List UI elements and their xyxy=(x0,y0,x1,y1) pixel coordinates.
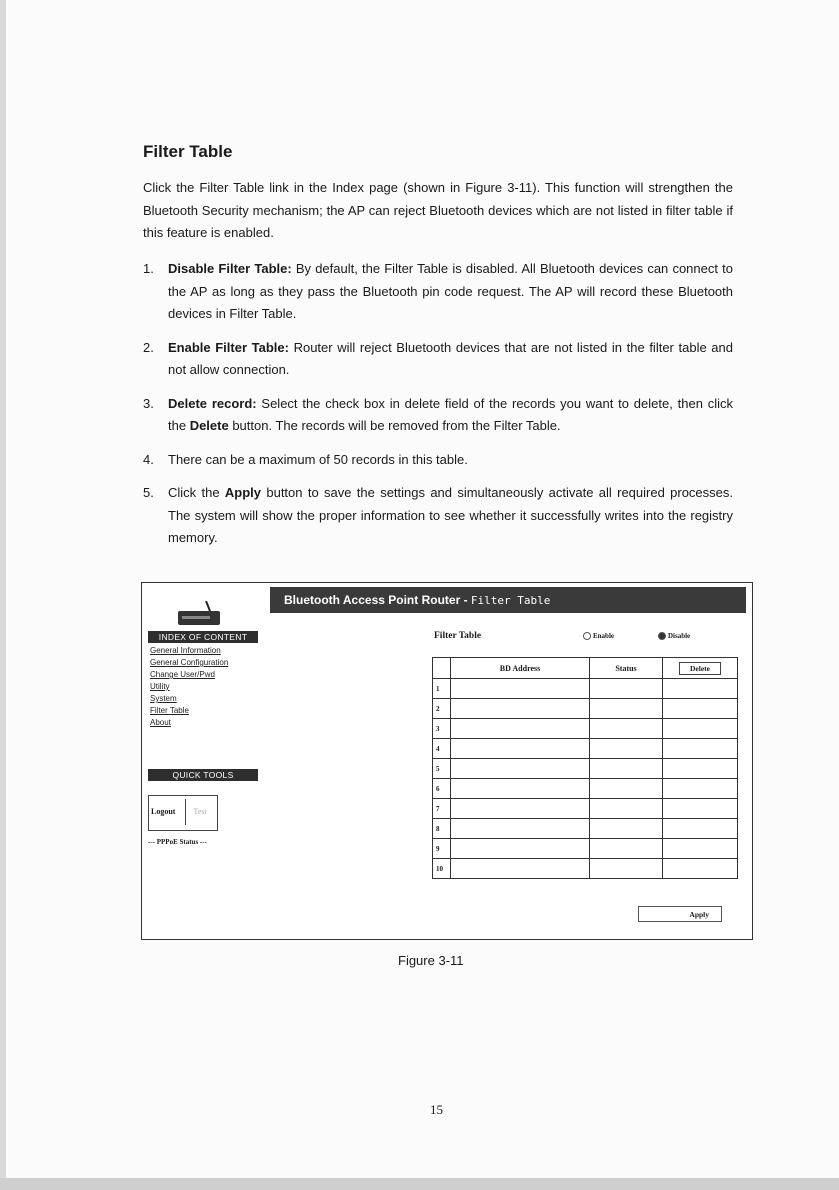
page-number: 15 xyxy=(430,1102,443,1117)
status-cell xyxy=(590,719,663,739)
intro-paragraph: Click the Filter Table link in the Index page (shown in Figure 3-11). This function will strengthen the Bluetooth Security mechanism; the AP can reject Bluetooth devices which are not listed in filter table if this feature is enabled. xyxy=(143,180,733,240)
header-page: Filter Table xyxy=(470,594,551,607)
step-number: 4. xyxy=(143,451,154,467)
row-number: 9 xyxy=(433,839,451,859)
row-number: 10 xyxy=(433,859,451,879)
step-number: 1. xyxy=(143,261,154,276)
nav-link-system[interactable]: System xyxy=(150,694,177,703)
step-term: Delete record: xyxy=(168,395,257,411)
nav-link-general-configuration[interactable]: General Configuration xyxy=(150,658,229,667)
table-row xyxy=(433,679,738,699)
test-button[interactable]: Test xyxy=(185,799,214,825)
delete-button[interactable]: Delete xyxy=(679,662,721,675)
status-cell xyxy=(590,779,663,799)
nav-link-filter-table[interactable]: Filter Table xyxy=(150,706,189,715)
nav-link-change-user-pwd[interactable]: Change User/Pwd xyxy=(150,670,215,679)
bd-address-cell xyxy=(451,739,590,759)
header-status: Status xyxy=(590,658,663,679)
table-header-row xyxy=(433,658,738,679)
delete-cell[interactable] xyxy=(663,699,738,719)
delete-cell[interactable] xyxy=(663,759,738,779)
row-number: 3 xyxy=(433,719,451,739)
router-icon xyxy=(176,601,222,627)
bd-address-cell xyxy=(451,859,590,879)
status-cell xyxy=(590,739,663,759)
bd-address-cell xyxy=(451,719,590,739)
row-number: 5 xyxy=(433,759,451,779)
step-text: By default, the Filter Table is disabled. All Bluetooth devices can connect to the AP as long as they pass the Bluetooth pin code request. The AP will record these Bluetooth devices in Filter Table. xyxy=(168,261,733,321)
table-row xyxy=(433,699,738,719)
nav-link-utility[interactable]: Utility xyxy=(150,682,170,691)
delete-cell[interactable] xyxy=(663,679,738,699)
delete-cell[interactable] xyxy=(663,719,738,739)
list-item xyxy=(143,258,733,326)
delete-cell[interactable] xyxy=(663,839,738,859)
logout-button[interactable]: Logout xyxy=(151,807,176,816)
bd-address-cell xyxy=(451,839,590,859)
filter-table xyxy=(432,657,738,879)
index-heading: INDEX OF CONTENT xyxy=(148,631,258,643)
row-number: 8 xyxy=(433,819,451,839)
disable-label: Disable xyxy=(668,632,691,640)
table-row xyxy=(433,859,738,879)
status-cell xyxy=(590,679,663,699)
list-item xyxy=(143,393,733,438)
step-number: 5. xyxy=(143,485,154,500)
scan-edge xyxy=(0,1178,839,1190)
step-term: Disable Filter Table: xyxy=(168,261,292,276)
status-cell xyxy=(590,819,663,839)
delete-cell[interactable] xyxy=(663,859,738,879)
row-number: 1 xyxy=(433,679,451,699)
bd-address-cell xyxy=(451,819,590,839)
step-text: Click the xyxy=(168,485,225,500)
row-number: 6 xyxy=(433,779,451,799)
delete-cell[interactable] xyxy=(663,799,738,819)
bd-address-cell xyxy=(451,759,590,779)
bd-address-cell xyxy=(451,679,590,699)
step-number: 2. xyxy=(143,339,154,355)
row-number: 2 xyxy=(433,699,451,719)
step-term: Delete xyxy=(189,418,229,433)
delete-cell[interactable] xyxy=(663,819,738,839)
enable-radio[interactable] xyxy=(583,632,614,640)
list-item xyxy=(143,482,733,550)
step-term: Apply xyxy=(224,485,262,500)
status-cell xyxy=(590,759,663,779)
steps-list xyxy=(143,258,733,561)
delete-cell[interactable] xyxy=(663,779,738,799)
status-cell xyxy=(590,859,663,879)
step-term: Enable Filter Table: xyxy=(168,339,289,355)
nav-link-general-information[interactable]: General Information xyxy=(150,646,221,655)
delete-cell[interactable] xyxy=(663,739,738,759)
header-cell xyxy=(433,658,451,679)
apply-button[interactable]: Apply xyxy=(638,906,722,922)
filter-table-title: Filter Table xyxy=(434,631,482,641)
figure-header xyxy=(270,587,746,613)
status-cell xyxy=(590,699,663,719)
header-delete xyxy=(663,658,738,679)
table-row xyxy=(433,739,738,759)
header-bd-address: BD Address xyxy=(451,658,590,679)
scan-edge xyxy=(0,0,6,1190)
status-cell xyxy=(590,799,663,819)
step-text: button. The records will be removed from the Filter Table. xyxy=(228,418,561,433)
nav-link-about[interactable]: About xyxy=(150,718,171,727)
section-heading: Filter Table xyxy=(143,142,233,161)
row-number: 4 xyxy=(433,739,451,759)
status-cell xyxy=(590,839,663,859)
step-text: Select the check box in delete field of the records you want to delete, then click the xyxy=(168,395,733,433)
step-number: 3. xyxy=(143,395,154,411)
step-text: There can be a maximum of 50 records in this table. xyxy=(168,451,468,467)
table-row xyxy=(433,819,738,839)
step-text: Router will reject Bluetooth devices that are not listed in the filter table and not allow connection. xyxy=(168,339,733,377)
table-row xyxy=(433,839,738,859)
bd-address-cell xyxy=(451,779,590,799)
table-row xyxy=(433,779,738,799)
radio-on-icon xyxy=(658,632,666,640)
bd-address-cell xyxy=(451,699,590,719)
radio-off-icon xyxy=(583,632,591,640)
step-text: button to save the settings and simultaneously activate all required processes. The system will show the proper information to see whether it successfully writes into the registry memory. xyxy=(168,485,734,545)
figure-caption: Figure 3-11 xyxy=(398,953,464,968)
table-row xyxy=(433,759,738,779)
disable-radio[interactable] xyxy=(658,632,690,640)
bd-address-cell xyxy=(451,799,590,819)
row-number: 7 xyxy=(433,799,451,819)
table-row xyxy=(433,799,738,819)
quick-tools-heading: QUICK TOOLS xyxy=(148,769,258,781)
enable-label: Enable xyxy=(593,632,615,640)
quick-tools-panel xyxy=(148,795,218,831)
pppoe-status: --- PPPoE Status --- xyxy=(148,838,207,846)
list-item xyxy=(143,449,733,472)
table-row xyxy=(433,719,738,739)
figure-screenshot xyxy=(141,582,753,940)
index-links xyxy=(150,645,228,729)
list-item xyxy=(143,337,733,382)
header-title: Bluetooth Access Point Router - xyxy=(284,593,471,607)
